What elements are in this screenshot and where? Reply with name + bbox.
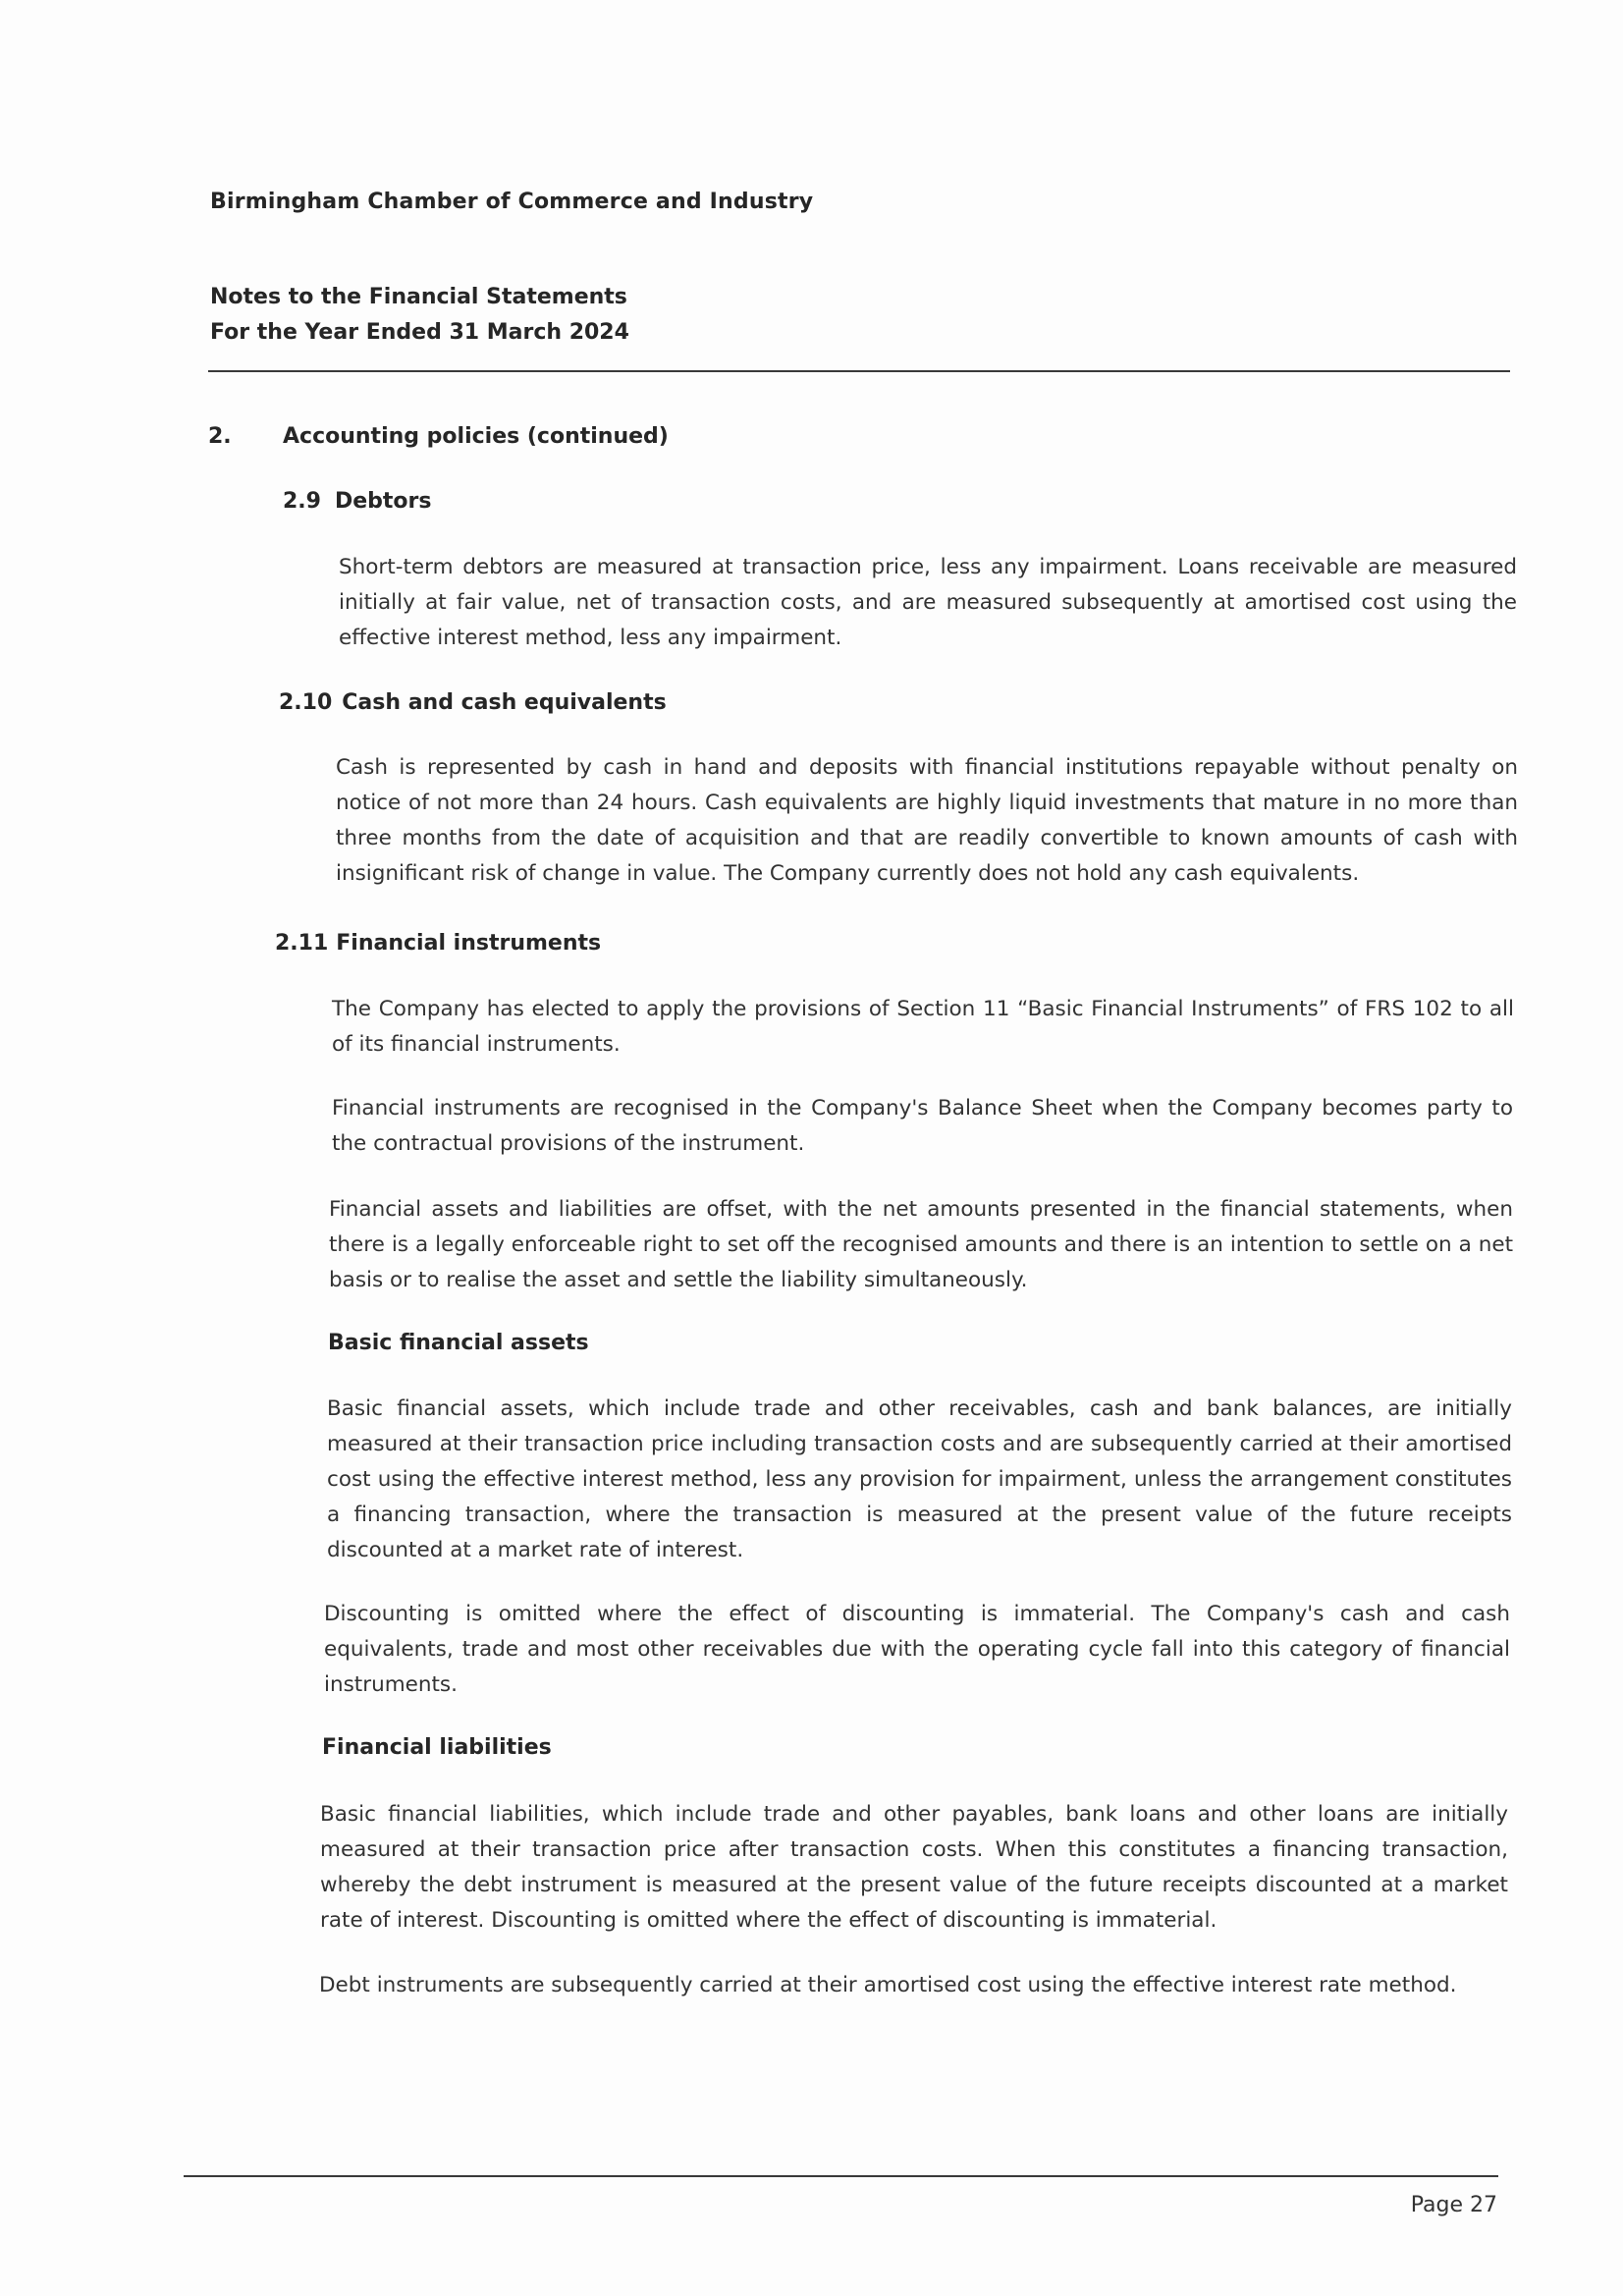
- statement-title: [210, 280, 629, 351]
- basic-financial-assets-paragraph-1: Basic financial assets, which include trade and other receivables, cash and bank balances, are initially measured at their transaction price including transaction costs and are subsequently carried at their amortised cost using the effective interest method, less any provision for impairment, unless the arrangement constitutes a financing transaction, where the transaction is measured at the present value of the future receipts discounted at a market rate of interest.: [327, 1396, 1512, 1562]
- financial-liabilities-heading: Financial liabilities: [322, 1735, 552, 1760]
- subsection-title: Financial instruments: [336, 931, 602, 956]
- cash-paragraph: Cash is represented by cash in hand and deposits with financial institutions repayable without penalty on notice of not more than 24 hours. Cash equivalents are highly liquid investments that mature in no more than three months from the date of acquisition and that are readily convertible to known amounts of cash with insignificant risk of change in value. The Company currently does not hold any cash equivalents.: [336, 755, 1518, 886]
- section-title: Accounting policies (continued): [283, 424, 669, 449]
- financial-instruments-paragraph-2: Financial instruments are recognised in the Company's Balance Sheet when the Company becomes party to the contractual provisions of the instrument.: [332, 1096, 1513, 1156]
- subsection-number: 2.9: [283, 489, 321, 514]
- financial-liabilities-paragraph-1: Basic financial liabilities, which include trade and other payables, bank loans and other loans are initially measured at their transaction price after transaction costs. When this constitutes a financing transaction, whereby the debt instrument is measured at the present value of the future receipts discounted at a market rate of interest. Discounting is omitted where the effect of discounting is immaterial.: [320, 1802, 1508, 1933]
- section-number: 2.: [208, 424, 232, 449]
- organisation-name: Birmingham Chamber of Commerce and Industry: [210, 190, 814, 214]
- subsection-number: 2.10: [279, 690, 333, 715]
- subsection-number: 2.11: [275, 931, 329, 956]
- basic-financial-assets-paragraph-2: Discounting is omitted where the effect of discounting is immaterial. The Company's cash and cash equivalents, trade and most other receivables due with the operating cycle fall into this category of financial instruments.: [324, 1602, 1510, 1697]
- financial-liabilities-paragraph-2: Debt instruments are subsequently carried at their amortised cost using the effective interest rate method.: [319, 1973, 1457, 1997]
- basic-financial-assets-heading: Basic financial assets: [328, 1331, 589, 1355]
- subsection-heading-financial-instruments: [275, 931, 601, 956]
- footer-divider: [184, 2175, 1498, 2177]
- header-divider: [208, 370, 1510, 372]
- page-number: Page 27: [1410, 2193, 1497, 2217]
- subsection-title: Debtors: [334, 489, 432, 514]
- financial-instruments-paragraph-3: Financial assets and liabilities are offset, with the net amounts presented in the financial statements, when there is a legally enforceable right to set off the recognised amounts and there is an intention to settle on a net basis or to realise the asset and settle the liability simultaneously.: [329, 1197, 1513, 1292]
- statement-title-line-2: For the Year Ended 31 March 2024: [210, 320, 629, 345]
- subsection-title: Cash and cash equivalents: [342, 690, 667, 715]
- debtors-paragraph: Short-term debtors are measured at transaction price, less any impairment. Loans receivable are measured initially at fair value, net of transaction costs, and are measured subsequently at amortised cost using the effective interest method, less any impairment.: [339, 555, 1517, 650]
- subsection-heading-cash: [279, 690, 667, 715]
- financial-instruments-paragraph-1: The Company has elected to apply the provisions of Section 11 “Basic Financial Instruments” of FRS 102 to all of its financial instruments.: [332, 997, 1514, 1057]
- statement-title-line-1: Notes to the Financial Statements: [210, 285, 627, 309]
- subsection-heading-debtors: [283, 489, 432, 514]
